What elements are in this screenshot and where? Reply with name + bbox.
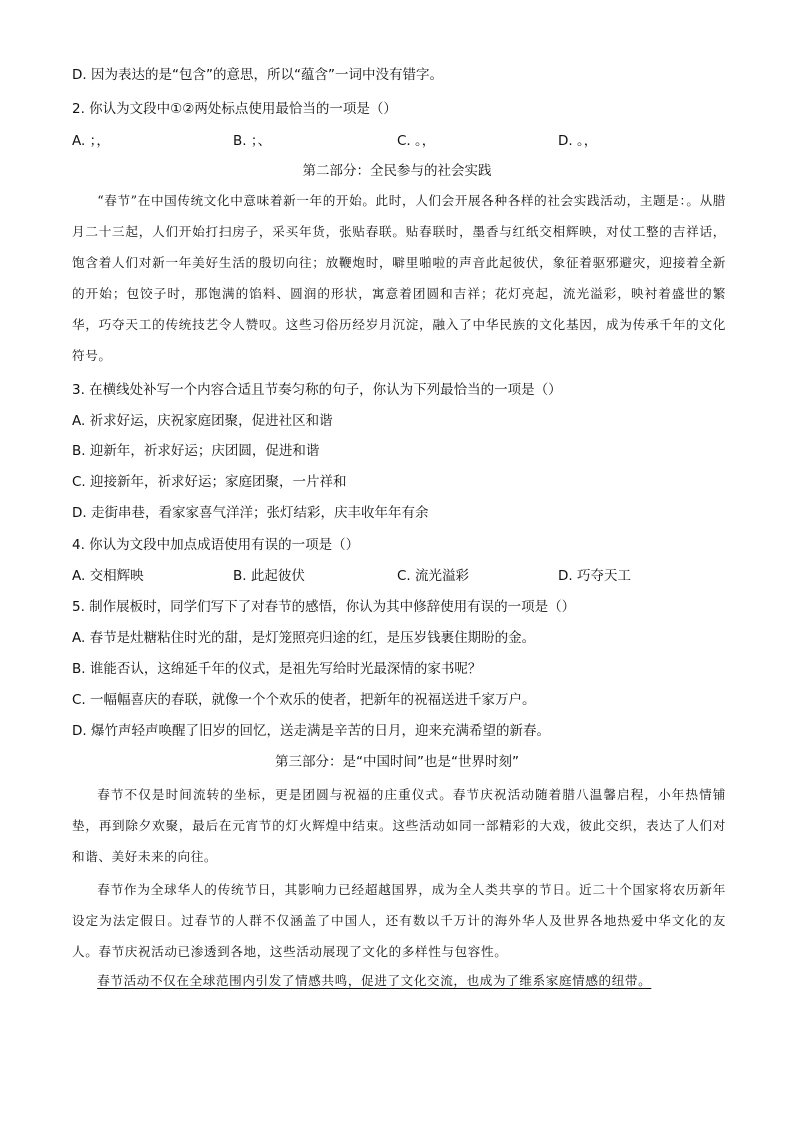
part3-paragraph-1-text: 春节不仅是时间流转的坐标，更是团圆与祝福的庄重仪式。春节庆祝活动随着腊八温馨启程，小年热情铺垫，再到除夕欢聚，最后在元宵节的灯火辉煌中结束。这些活动如同一部精彩的大戏，彼此交织，表达了人们对和谐、美好未来的向往。 bbox=[72, 787, 726, 864]
q5-option-b: B. 谁能否认，这绵延千年的仪式，是祖先写给时光最深情的家书呢？ bbox=[72, 661, 482, 677]
q4-option-c: C. 流光溢彩 bbox=[397, 568, 470, 584]
q5-option-a: A. 春节是灶糖粘住时光的甜，是灯笼照亮归途的红，是压岁钱裹住期盼的金。 bbox=[72, 630, 536, 646]
q3-option-a: A. 祈求好运，庆祝家庭团聚，促进社区和谐 bbox=[72, 413, 333, 429]
part3-paragraph-3 bbox=[72, 965, 726, 996]
q2-option-a: A. ；， bbox=[72, 133, 110, 149]
q1-option-d: D. 因为表达的是“包含”的意思，所以“蕴含”一词中没有错字。 bbox=[72, 67, 443, 83]
q2-option-c: C. 。， bbox=[397, 133, 436, 149]
q4-option-d: D. 巧夺天工 bbox=[558, 568, 631, 584]
q3-option-b: B. 迎新年，祈求好运；庆团圆，促进和谐 bbox=[72, 443, 320, 459]
q4-option-b: B. 此起彼伏 bbox=[233, 568, 305, 584]
part3-paragraph-2-text: 春节作为全球华人的传统节日，其影响力已经超越国界，成为全人类共享的节日。近二十个国家将农历新年设定为法定假日。过春节的人群不仅涵盖了中国人，还有数以千万计的海外华人及世界各地热爱中华文化的友人。春节庆祝活动已渗透到各地，这些活动展现了文化的多样性与包容性。 bbox=[72, 882, 726, 959]
q5-option-d: D. 爆竹声轻声唤醒了旧岁的回忆，送走满是辛苦的日月，迎来充满希望的新春。 bbox=[72, 723, 550, 739]
q2-option-d: D. 。， bbox=[558, 133, 598, 149]
part3-paragraph-3-text: 春节活动不仅在全球范围内引发了情感共鸣，促进了文化交流，也成为了维系家庭情感的纽带。 bbox=[97, 973, 652, 988]
part2-passage-text: “春节”在中国传统文化中意味着新一年的开始。此时，人们会开展各种各样的社会实践活动，主题是：。从腊月二十三起，人们开始打扫房子，采买年货，张贴春联。贴春联时，墨香与红纸交相辉映，对仗工整的吉祥话，饱含着人们对新一年美好生活的殷切向往；放鞭炮时，噼里啪啦的声音此起彼伏，象征着驱邪避灾，迎接着全新的开始；包饺子时，那饱满的馅料、圆润的形状，寓意着团圆和吉祥；花灯亮起，流光溢彩，映衬着盛世的繁华，巧夺天工的传统技艺令人赞叹。这些习俗历经岁月沉淀，融入了中华民族的文化基因，成为传承千年的文化符号。 bbox=[72, 193, 726, 363]
part3-paragraph-1 bbox=[72, 779, 726, 872]
q3-option-c: C. 迎接新年，祈求好运；家庭团聚，一片祥和 bbox=[72, 474, 347, 490]
part2-passage bbox=[72, 185, 726, 371]
part3-heading: 第三部分：是“中国时间”也是“世界时刻” bbox=[275, 754, 519, 770]
part2-heading: 第二部分：全民参与的社会实践 bbox=[302, 163, 492, 179]
q4-option-a: A. 交相辉映 bbox=[72, 568, 144, 584]
part3-paragraph-2 bbox=[72, 874, 726, 967]
q2-stem: 2. 你认为文段中①②两处标点使用最恰当的一项是（） bbox=[72, 101, 397, 117]
q3-stem: 3. 在横线处补写一个内容合适且节奏匀称的句子，你认为下列最恰当的一项是（） bbox=[72, 382, 562, 398]
q2-option-b: B. ；、 bbox=[233, 133, 272, 149]
q5-stem: 5. 制作展板时，同学们写下了对春节的感悟，你认为其中修辞使用有误的一项是（） bbox=[72, 599, 576, 615]
q4-stem: 4. 你认为文段中加点成语使用有误的一项是（） bbox=[72, 537, 360, 553]
q5-option-c: C. 一幅幅喜庆的春联，就像一个个欢乐的使者，把新年的祝福送进千家万户。 bbox=[72, 692, 536, 708]
q3-option-d: D. 走街串巷，看家家喜气洋洋；张灯结彩，庆丰收年年有余 bbox=[72, 505, 429, 521]
